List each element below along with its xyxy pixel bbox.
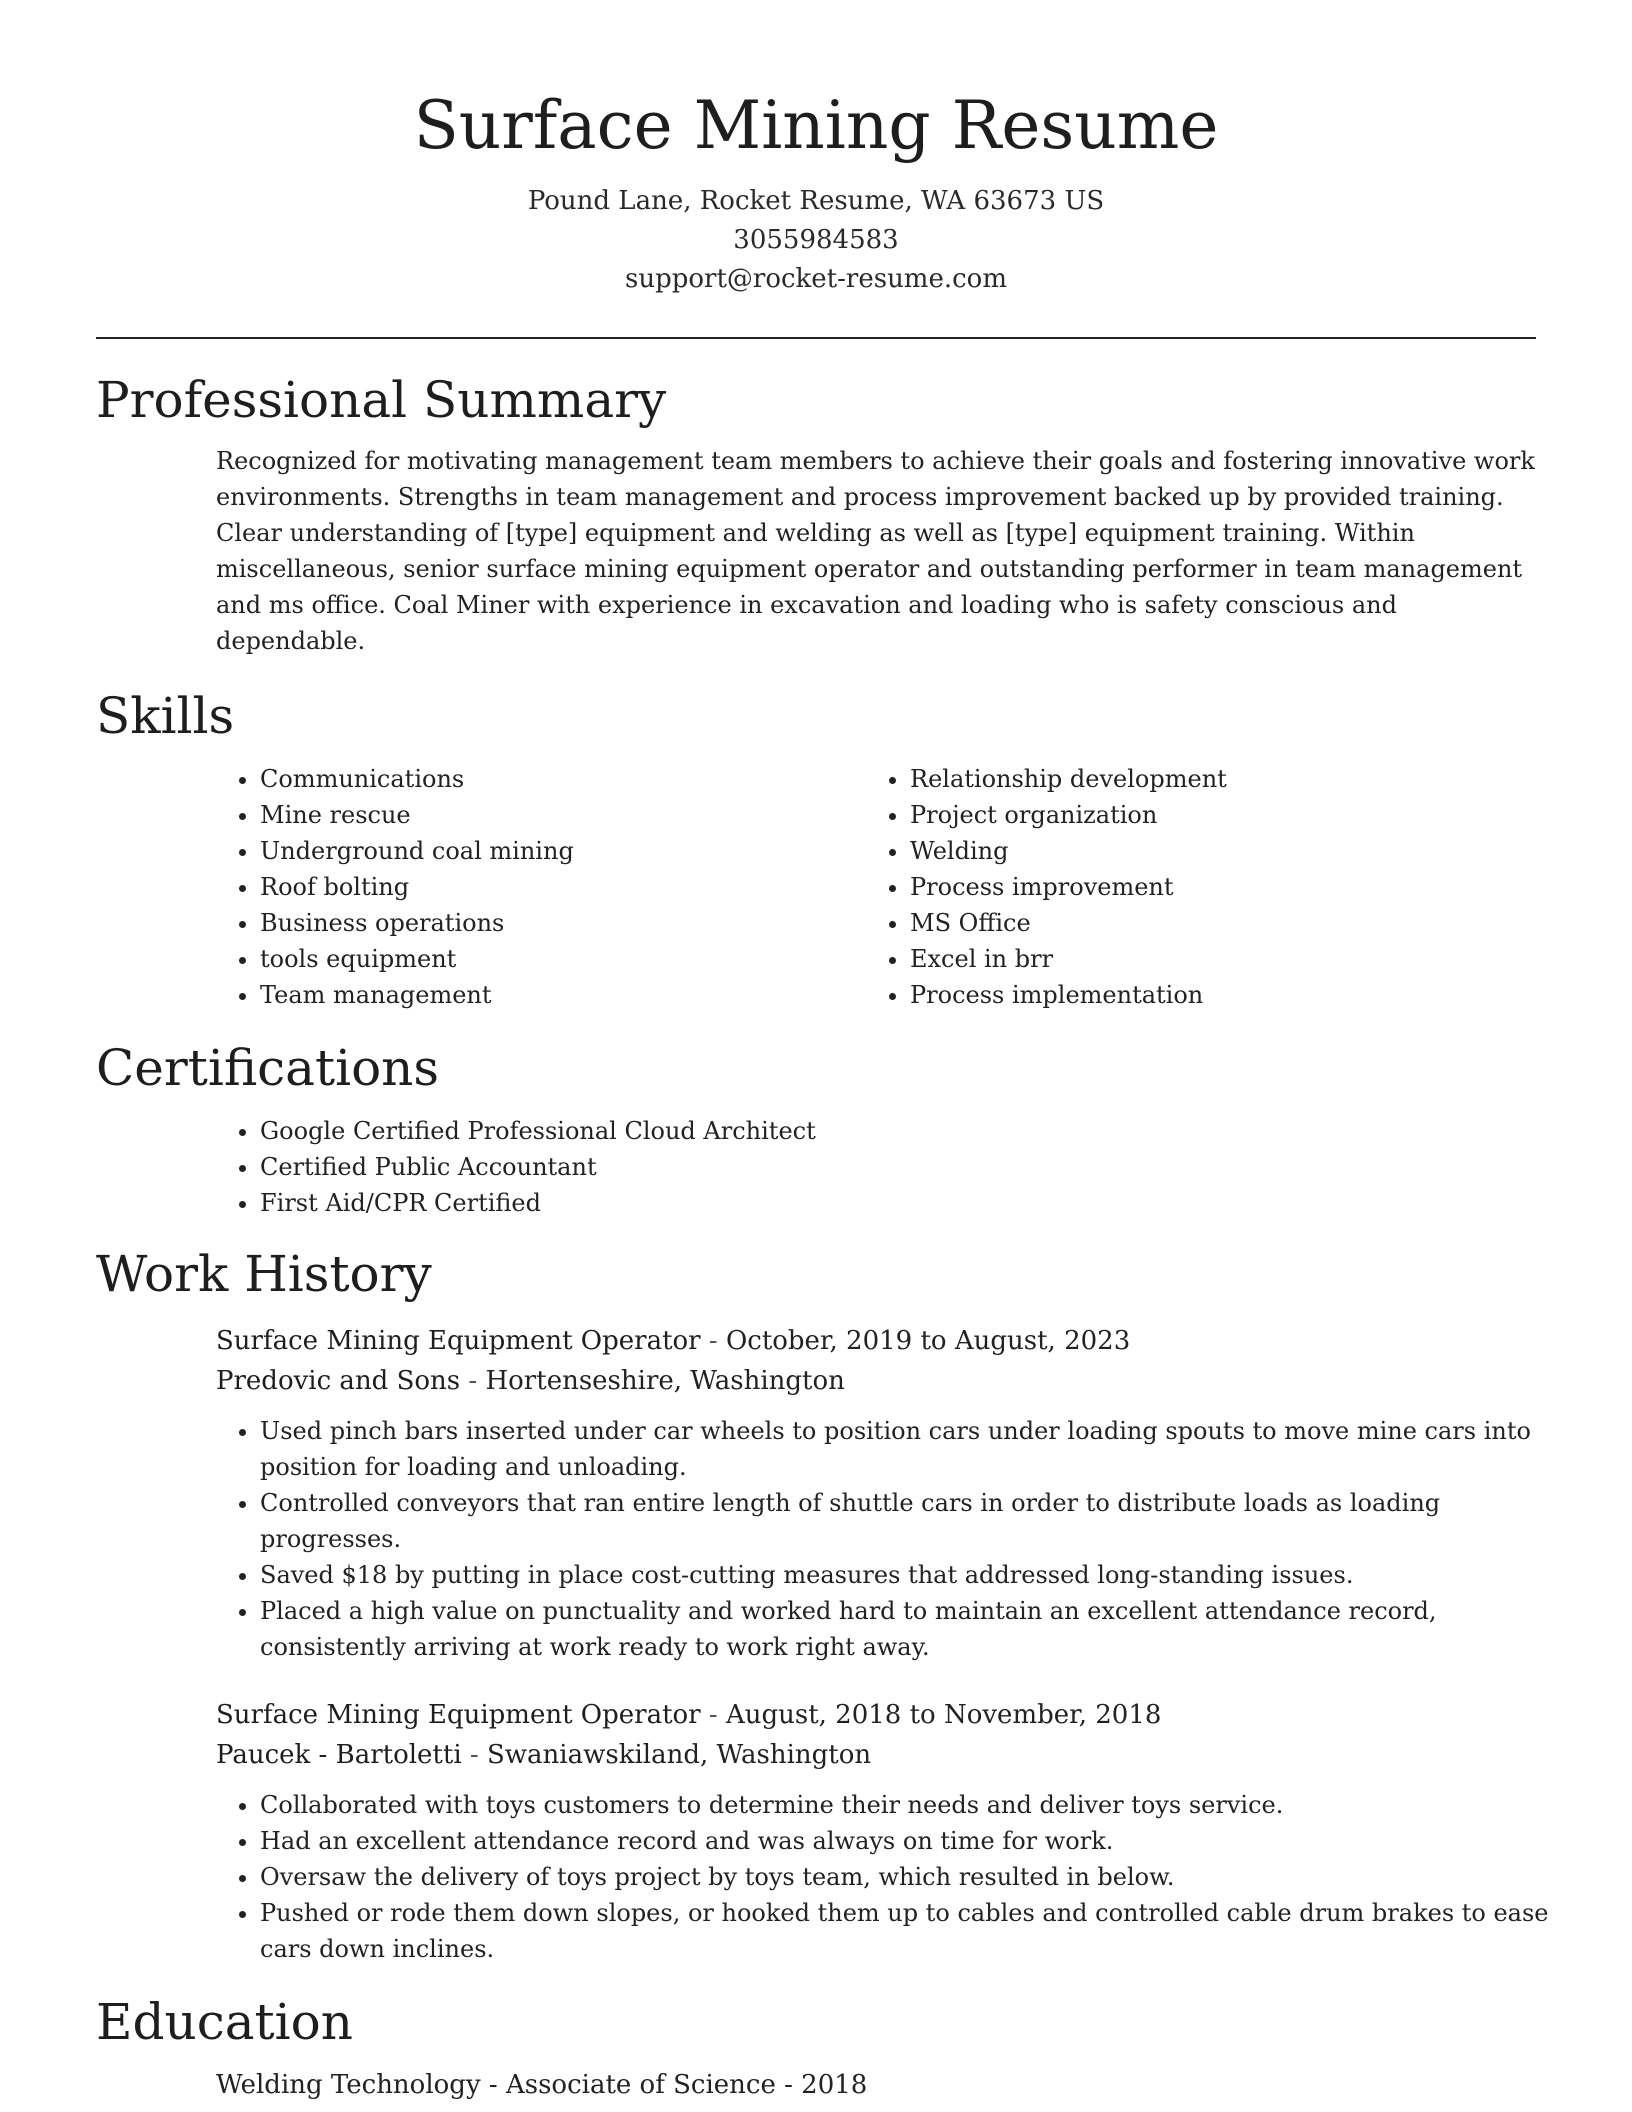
skill-item: • Process implementation (910, 977, 1516, 1013)
job-company-line (216, 1361, 1536, 1401)
job-bullet: • Pushed or rode them down slopes, or hooked them up to cables and controlled cable drum brakes to ease cars down inclines. (260, 1895, 1580, 1967)
work-history-section (96, 1243, 1549, 1967)
work-history-heading: Work History (96, 1245, 432, 1303)
certifications-section (96, 1037, 1536, 1221)
skill-item: • Business operations (260, 905, 866, 941)
job-location: Hortenseshire, Washington (485, 1366, 845, 1396)
skill-item: • tools equipment (260, 941, 866, 977)
skill-item: • Process improvement (910, 869, 1516, 905)
job-bullet: • Had an excellent attendance record and was always on time for work. (260, 1823, 1580, 1859)
job-separator: - (461, 1740, 487, 1770)
job-company: Paucek - Bartoletti (216, 1740, 462, 1770)
skill-item: • MS Office (910, 905, 1516, 941)
certification-item: • Certified Public Accountant (260, 1149, 1536, 1185)
job-bullet: • Used pinch bars inserted under car wheels to position cars under loading spouts to move mine cars into position for loading and unloading. (260, 1413, 1580, 1485)
summary-text: Recognized for motivating management team members to achieve their goals and fostering innovative work environments. Strengths in team management and process improvement backed up by provided training. Clear understanding of [type] equipment and welding as well as [type] equipment training. Within miscellaneous, senior surface mining equipment operator and outstanding performer in team management and ms office. Coal Miner with experience in excavation and loading who is safety conscious and dependable. (216, 447, 1535, 655)
skills-grid (216, 761, 1536, 1013)
job-bullets (216, 1413, 1580, 1665)
skill-item: • Team management (260, 977, 866, 1013)
skill-item: • Communications (260, 761, 866, 797)
summary-section (96, 369, 1536, 659)
skill-item: • Mine rescue (260, 797, 866, 833)
job-separator: - (460, 1366, 486, 1396)
skills-column-left (216, 761, 866, 1013)
job-title: Surface Mining Equipment Operator (216, 1326, 701, 1356)
job-bullet: • Saved $18 by putting in place cost-cutting measures that addressed long-standing issues. (260, 1557, 1580, 1593)
contact-phone: 3055984583 (733, 225, 899, 255)
contact-address: Pound Lane, Rocket Resume, WA 63673 US (527, 186, 1105, 216)
skills-section (96, 685, 1536, 1013)
contact-email: support@rocket-resume.com (624, 264, 1007, 294)
education-entry: Welding Technology - Associate of Science - 2018 (216, 2070, 868, 2100)
job-bullet: • Placed a high value on punctuality and worked hard to maintain an excellent attendance record, consistently arriving at work ready to work right away. (260, 1593, 1580, 1665)
certifications-heading: Certifications (96, 1039, 440, 1097)
resume-header (96, 0, 1536, 299)
certification-item: • First Aid/CPR Certified (260, 1185, 1536, 1221)
job-entry (216, 1695, 1549, 1967)
job-bullets (216, 1787, 1580, 1967)
contact-block (96, 182, 1536, 299)
job-title-line (216, 1695, 1536, 1735)
resume-page (96, 0, 1549, 2105)
resume-title: Surface Mining Resume (413, 87, 1219, 164)
job-separator: - (700, 1700, 726, 1730)
job-title-line (216, 1321, 1536, 1361)
skill-item: • Relationship development (910, 761, 1516, 797)
job-location: Swaniawskiland, Washington (486, 1740, 872, 1770)
certification-item: • Google Certified Professional Cloud Architect (260, 1113, 1536, 1149)
job-company: Predovic and Sons (216, 1366, 461, 1396)
skill-item: • Excel in brr (910, 941, 1516, 977)
job-company-line (216, 1735, 1536, 1775)
job-separator: - (700, 1326, 726, 1356)
skills-heading: Skills (96, 687, 235, 745)
job-bullet: • Controlled conveyors that ran entire length of shuttle cars in order to distribute loads as loading progresses. (260, 1485, 1580, 1557)
job-bullet: • Oversaw the delivery of toys project by toys team, which resulted in below. (260, 1859, 1580, 1895)
summary-heading: Professional Summary (96, 371, 667, 429)
header-divider (96, 337, 1536, 339)
certifications-list (216, 1113, 1536, 1221)
skill-item: • Welding (910, 833, 1516, 869)
job-bullet: • Collaborated with toys customers to determine their needs and deliver toys service. (260, 1787, 1580, 1823)
skill-item: • Project organization (910, 797, 1516, 833)
job-title: Surface Mining Equipment Operator (216, 1700, 701, 1730)
job-dates: October, 2019 to August, 2023 (725, 1326, 1131, 1356)
skill-item: • Underground coal mining (260, 833, 866, 869)
job-dates: August, 2018 to November, 2018 (725, 1700, 1162, 1730)
skills-column-right (866, 761, 1516, 1013)
education-heading: Education (96, 1993, 353, 2051)
education-section (96, 1991, 1536, 2105)
job-entry (216, 1321, 1536, 1665)
skill-item: • Roof bolting (260, 869, 866, 905)
